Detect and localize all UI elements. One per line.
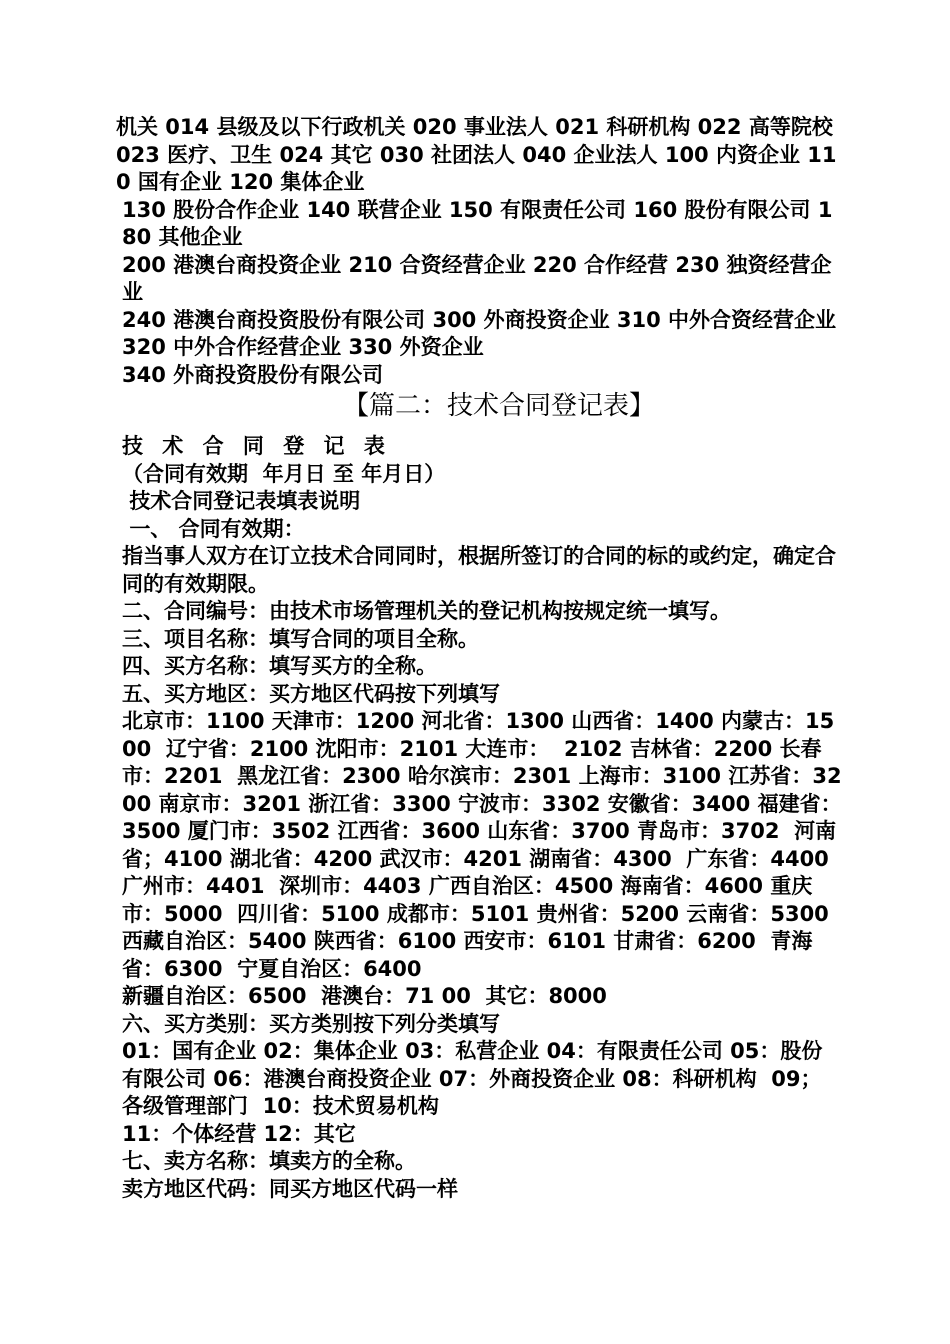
section-heading: 【篇二：技术合同登记表】	[342, 391, 655, 421]
paragraph: 340 外商投资股份有限公司	[122, 362, 384, 387]
instructions	[116, 461, 842, 1204]
paragraph: 七、卖方名称：填卖方的全称。	[122, 1149, 416, 1173]
paragraph: 六、买方类别：买方类别按下列分类填写	[122, 1011, 500, 1036]
paragraph: （合同有效期 年月日 至 年月日）	[122, 461, 446, 486]
document-page	[116, 114, 842, 1203]
paragraph: 三、项目名称：填写合同的项目全称。	[122, 626, 479, 651]
region-code-list: 北京市：1100 天津市：1200 河北省：1300 山西省：1400 内蒙古：1500 辽宁省：2100 沈阳市：2101 大连市： 2102 吉林省：2200 长春市：2201 黑龙江省：2300 哈尔滨市：2301 上海市：3100 江苏省：3200 南京市：3201 浙江省：3300 宁波市：3302 安徽省：3400 福建省：3500 厦门市：3502 江西省：3600 山东省：3700 青岛市：3702 河南省；4100 湖北省：4200 武汉市：4201 湖南省：4300 广东省：4400 广州市：4401 深圳市：4403 广西自治区：4500 海南省：4600 重庆市：5000 四川省：5100 成都市：5101 贵州省：5200 云南省：5300 西藏自治区：5400 陕西省：6100 西安市：6101 甘肃省：6200 青海省：6300 宁夏自治区：6400	[122, 709, 842, 981]
form-title: 技 术 合 同 登 记 表	[122, 434, 391, 458]
paragraph: 指当事人双方在订立技术合同同时，根据所签订的合同的标的或约定，确定合同的有效期限。	[122, 544, 836, 596]
paragraph: 四、买方名称：填写买方的全称。	[122, 654, 437, 678]
paragraph: 卖方地区代码：同买方地区代码一样	[122, 1176, 458, 1201]
paragraph: 新疆自治区：6500 港澳台：71 00 其它：8000	[122, 984, 607, 1008]
paragraph: 一、 合同有效期：	[122, 516, 305, 541]
buyer-type-list: 01：国有企业 02：集体企业 03：私营企业 04：有限责任公司 05：股份有限公司 06：港澳台商投资企业 07：外商投资企业 08：科研机构 09；各级管理部门 10：技术贸易机构	[122, 1039, 823, 1118]
paragraph: 240 港澳台商投资股份有限公司 300 外商投资企业 310 中外合资经营企业 320 中外合作经营企业 330 外资企业	[122, 307, 844, 359]
paragraph: 200 港澳台商投资企业 210 合资经营企业 220 合作经营 230 独资经营企业	[122, 252, 832, 304]
paragraph: 技术合同登记表填表说明	[122, 489, 361, 513]
paragraph: 130 股份合作企业 140 联营企业 150 有限责任公司 160 股份有限公司 180 其他企业	[122, 197, 833, 249]
top-block	[116, 114, 842, 389]
paragraph: 机关 014 县级及以下行政机关 020 事业法人 021 科研机构 022 高等院校 023 医疗、卫生 024 其它 030 社团法人 040 企业法人 100 内资企业 110 国有企业 120 集体企业	[116, 115, 841, 194]
paragraph: 五、买方地区：买方地区代码按下列填写	[122, 681, 500, 706]
paragraph: 11：个体经营 12：其它	[122, 1121, 356, 1146]
paragraph: 二、合同编号：由技术市场管理机关的登记机构按规定统一填写。	[122, 599, 731, 623]
